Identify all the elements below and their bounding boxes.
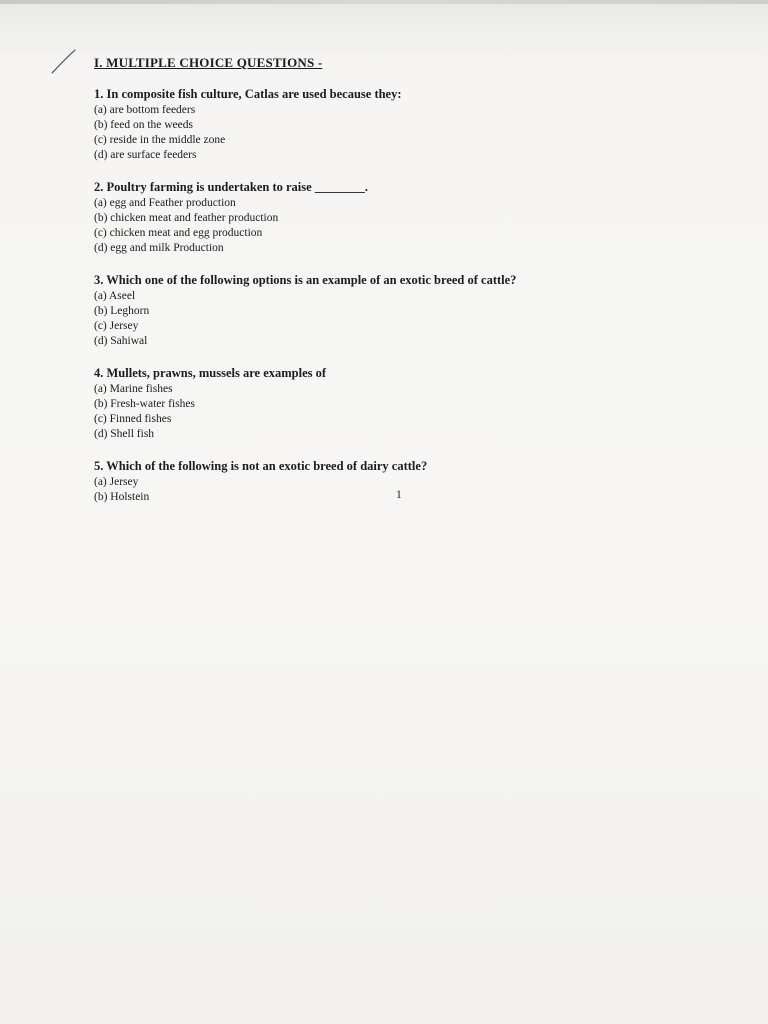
option-item: (d) egg and milk Production [94, 242, 224, 254]
option-item: (a) Marine fishes [94, 383, 173, 395]
option-item: (c) Jersey [94, 320, 139, 332]
question-stem: 5. Which of the following is not an exotic breed of dairy cattle? [94, 459, 428, 473]
question-3 [94, 272, 694, 349]
option-list [94, 475, 694, 505]
option-item: (b) Leghorn [94, 305, 150, 317]
pen-stroke-mark [50, 48, 78, 76]
question-2 [94, 179, 694, 256]
paper-top-edge [0, 0, 768, 4]
question-stem: 3. Which one of the following options is an example of an exotic breed of cattle? [94, 273, 517, 287]
option-item: (d) Sahiwal [94, 335, 148, 347]
page-number: 1 [396, 489, 402, 501]
option-list [94, 103, 694, 163]
option-item: (b) Holstein [94, 491, 150, 503]
worksheet-content [94, 55, 694, 521]
option-list [94, 289, 694, 349]
option-item: (a) are bottom feeders [94, 104, 196, 116]
option-item: (c) Finned fishes [94, 413, 172, 425]
question-stem: 4. Mullets, prawns, mussels are examples of [94, 366, 327, 380]
option-item: (d) Shell fish [94, 428, 155, 440]
option-item: (a) Aseel [94, 290, 136, 302]
option-list [94, 196, 694, 256]
option-item: (a) egg and Feather production [94, 197, 236, 209]
option-item: (c) reside in the middle zone [94, 134, 226, 146]
option-item: (b) Fresh-water fishes [94, 398, 195, 410]
option-item: (b) chicken meat and feather production [94, 212, 279, 224]
option-item: (b) feed on the weeds [94, 119, 193, 131]
question-stem: 2. Poultry farming is undertaken to raise ________. [94, 180, 368, 194]
option-item: (a) Jersey [94, 476, 139, 488]
question-5 [94, 458, 694, 505]
option-item: (d) are surface feeders [94, 149, 197, 161]
question-stem: 1. In composite fish culture, Catlas are used because they: [94, 87, 402, 101]
section-heading: I. MULTIPLE CHOICE QUESTIONS - [94, 55, 323, 70]
question-1 [94, 86, 694, 163]
option-item: (c) chicken meat and egg production [94, 227, 263, 239]
option-list [94, 382, 694, 442]
question-4 [94, 365, 694, 442]
